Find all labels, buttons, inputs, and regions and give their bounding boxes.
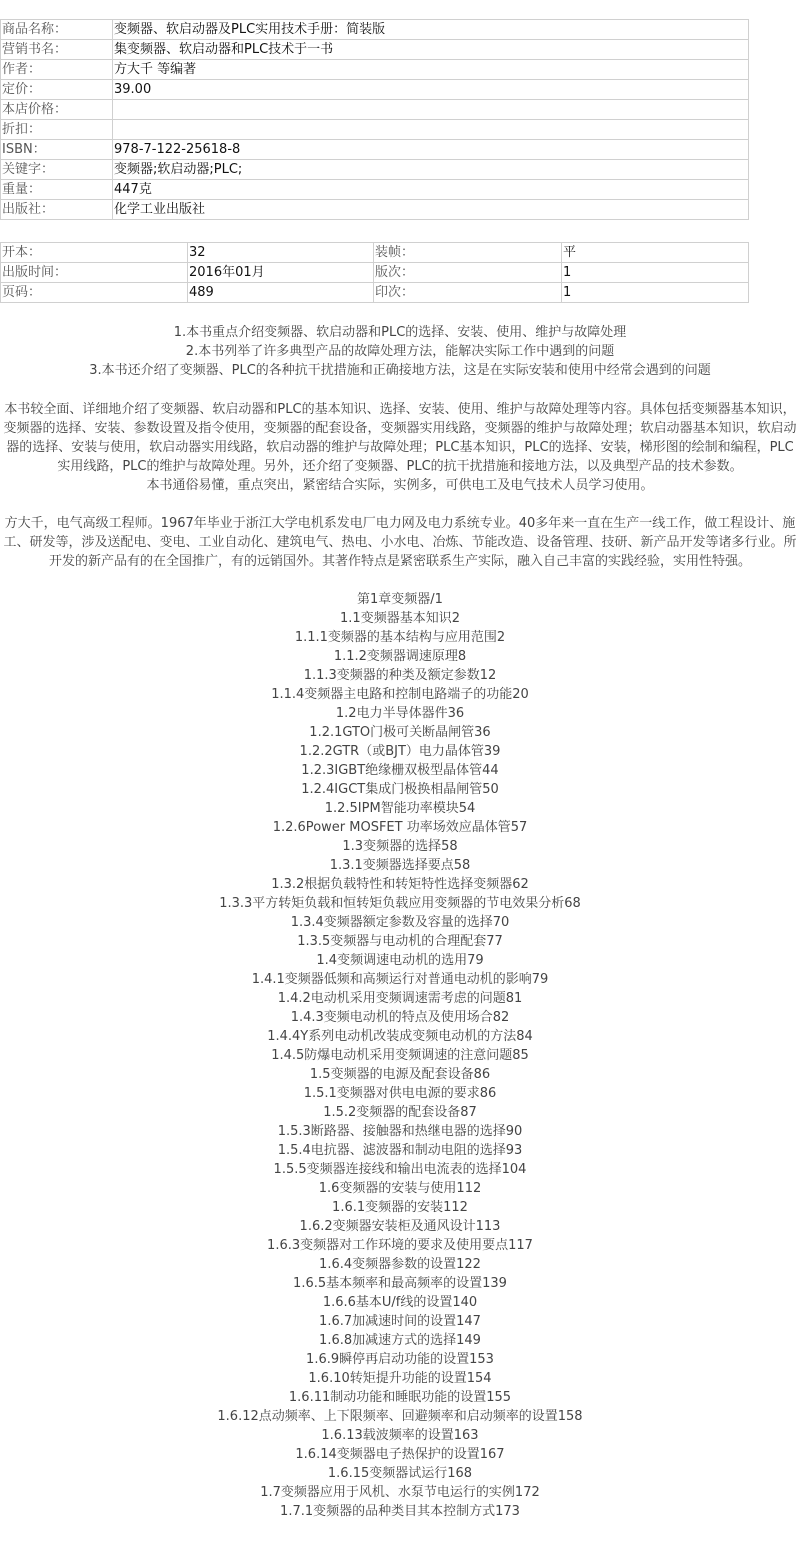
toc-entry: 1.3.4变频器额定参数及容量的选择70 — [290, 915, 510, 930]
pub-label: 出版时间： — [1, 263, 188, 283]
info-value: 方大千 等编著 — [113, 60, 749, 80]
author-bio-text: 方大千，电气高级工程师。1967年毕业于浙江大学电机系发电厂电力网及电力系统专业。40多年来一直在生产一线工作，做工程设计、施工、研发等，涉及送配电、变电、工业自动化、建筑电气、热电、小水电、冶炼、节能改造、设备管理、技研、新产品开发等诸多行业。所开发的新产品有的在全国推广，有的远销国外。其著作特点是紧密联系生产实际，融入自己丰富的实践经验，实用性特强。 — [3, 516, 797, 569]
info-label: 本店价格： — [1, 100, 113, 120]
info-row-weight — [1, 180, 749, 200]
toc-entry: 1.1.3变频器的种类及额定参数12 — [303, 668, 497, 683]
info-label: 作者： — [1, 60, 113, 80]
toc-entry: 1.7.1变频器的品种类目其本控制方式173 — [280, 1504, 520, 1519]
feature-item: 1.本书重点介绍变频器、软启动器和PLC的选择、安装、使用、维护与故障处理 — [173, 325, 627, 340]
toc-entry: 1.2电力半导体器件36 — [335, 706, 465, 721]
toc-entry: 1.1.4变频器主电路和控制电路端子的功能20 — [271, 687, 529, 702]
intro-paragraph: 本书较全面、详细地介绍了变频器、软启动器和PLC的基本知识、选择、安装、使用、维护与故障处理等内容。具体包括变频器基本知识，变频器的选择、安装、参数设置及指令使用，变频器的配套设备，变频器实用线路，变频器的维护与故障处理；软启动器基本知识，软启动器的选择、安装与使用，软启动器实用线路，软启动器的维护与故障处理；PLC基本知识，PLC的选择、安装，梯形图的绘制和编程，PLC实用线路，PLC的维护与故障处理。另外，还介绍了变频器、PLC的抗干扰措施和接地方法，以及典型产品的技术参数。 — [3, 402, 797, 474]
author-bio — [0, 514, 800, 571]
info-label: 关键字： — [1, 160, 113, 180]
info-value — [113, 100, 749, 120]
pub-value: 1 — [562, 263, 749, 283]
info-label: 营销书名： — [1, 40, 113, 60]
toc-entry: 1.5.1变频器对供电电源的要求86 — [303, 1086, 497, 1101]
book-info-table — [0, 19, 749, 220]
info-row-discount — [1, 120, 749, 140]
pub-value: 32 — [188, 243, 374, 263]
toc-entry: 1.6.13载波频率的设置163 — [321, 1428, 479, 1443]
toc-entry: 1.6.3变频器对工作环境的要求及使用要点117 — [267, 1238, 533, 1253]
feature-list — [0, 323, 800, 380]
toc-entry: 1.4.4Y系列电动机改装成变频电动机的方法84 — [267, 1029, 533, 1044]
toc-entry: 1.2.4IGCT集成门极换相晶闸管50 — [301, 782, 499, 797]
pub-row-date — [1, 263, 749, 283]
info-label: 折扣： — [1, 120, 113, 140]
toc-entry: 1.6.6基本U/f线的设置140 — [322, 1295, 478, 1310]
toc-entry: 1.6变频器的安装与使用112 — [318, 1181, 482, 1196]
info-row-store-price — [1, 100, 749, 120]
toc-entry: 1.3.3平方转矩负载和恒转矩负载应用变频器的节电效果分析68 — [219, 896, 581, 911]
toc-entry: 1.6.10转矩提升功能的设置154 — [308, 1371, 492, 1386]
toc-entry: 1.2.3IGBT绝缘栅双极型晶体管44 — [301, 763, 499, 778]
toc-entry: 1.6.5基本频率和最高频率的设置139 — [293, 1276, 507, 1291]
toc-entry: 1.3变频器的选择58 — [342, 839, 458, 854]
toc-entry: 1.6.11制动功能和睡眠功能的设置155 — [288, 1390, 512, 1405]
toc-entry: 1.4.3变频电动机的特点及使用场合82 — [290, 1010, 510, 1025]
toc-entry: 1.2.1GTO门极可关断晶闸管36 — [309, 725, 491, 740]
info-row-product-name — [1, 20, 749, 40]
toc-entry: 1.4.1变频器低频和高频运行对普通电动机的影响79 — [251, 972, 549, 987]
info-label: 定价： — [1, 80, 113, 100]
toc-entry: 1.5变频器的电源及配套设备86 — [309, 1067, 491, 1082]
toc-entry: 1.2.5IPM智能功率模块54 — [324, 801, 476, 816]
toc-entry: 1.6.9瞬停再启动功能的设置153 — [306, 1352, 494, 1367]
toc-entry: 1.4.2电动机采用变频调速需考虑的问题81 — [277, 991, 523, 1006]
info-value: 39.00 — [113, 80, 749, 100]
toc-entry: 1.5.4电抗器、滤波器和制动电阻的选择93 — [277, 1143, 523, 1158]
toc-entry: 1.4变频调速电动机的选用79 — [316, 953, 484, 968]
toc-entry: 1.1.1变频器的基本结构与应用范围2 — [294, 630, 506, 645]
toc-entry: 1.4.5防爆电动机采用变频调速的注意问题85 — [271, 1048, 529, 1063]
pub-label: 装帧： — [374, 243, 562, 263]
toc-entry: 1.6.1变频器的安装112 — [332, 1200, 468, 1215]
toc-entry: 1.2.2GTR（或BJT）电力晶体管39 — [299, 744, 501, 759]
info-value: 集变频器、软启动器和PLC技术于一书 — [113, 40, 749, 60]
pub-row-format — [1, 243, 749, 263]
toc-entry: 1.6.4变频器参数的设置122 — [319, 1257, 481, 1272]
intro-paragraph: 本书通俗易懂，重点突出，紧密结合实际，实例多，可供电工及电气技术人员学习使用。 — [146, 478, 654, 493]
info-value — [113, 120, 749, 140]
info-label: 商品名称： — [1, 20, 113, 40]
info-row-marketing-title — [1, 40, 749, 60]
toc-entry: 1.6.15变频器试运行168 — [327, 1466, 473, 1481]
pub-value: 489 — [188, 283, 374, 303]
pub-value: 1 — [562, 283, 749, 303]
info-label: 重量： — [1, 180, 113, 200]
toc-entry: 1.5.3断路器、接触器和热继电器的选择90 — [277, 1124, 523, 1139]
toc-entry: 1.2.6Power MOSFET 功率场效应晶体管57 — [272, 820, 528, 835]
pub-value: 平 — [562, 243, 749, 263]
toc-entry: 1.3.5变频器与电动机的合理配套77 — [297, 934, 503, 949]
info-value: 变频器、软启动器及PLC实用技术手册：简装版 — [113, 20, 749, 40]
toc-entry: 1.3.1变频器选择要点58 — [329, 858, 471, 873]
toc-entry: 1.5.5变频器连接线和输出电流表的选择104 — [273, 1162, 527, 1177]
pub-label: 版次： — [374, 263, 562, 283]
pub-label: 页码： — [1, 283, 188, 303]
info-label: 出版社： — [1, 200, 113, 220]
info-row-isbn — [1, 140, 749, 160]
info-value: 化学工业出版社 — [113, 200, 749, 220]
toc-entry: 1.7变频器应用于风机、水泵节电运行的实例172 — [260, 1485, 540, 1500]
toc-entry: 1.5.2变频器的配套设备87 — [323, 1105, 477, 1120]
pub-label: 开本： — [1, 243, 188, 263]
info-row-keywords — [1, 160, 749, 180]
pub-label: 印次： — [374, 283, 562, 303]
info-label: ISBN： — [1, 140, 113, 160]
toc-entry: 1.1.2变频器调速原理8 — [333, 649, 467, 664]
info-value: 978-7-122-25618-8 — [113, 140, 749, 160]
info-value: 变频器;软启动器;PLC; — [113, 160, 749, 180]
toc-entry: 1.1变频器基本知识2 — [340, 611, 460, 626]
pub-row-pages — [1, 283, 749, 303]
toc-entry: 1.6.12点动频率、上下限频率、回避频率和启动频率的设置158 — [217, 1409, 583, 1424]
info-row-author — [1, 60, 749, 80]
feature-item: 3.本书还介绍了变频器、PLC的各种抗干扰措施和正确接地方法，这是在实际安装和使用中经常会遇到的问题 — [89, 363, 711, 378]
toc-entry: 1.6.14变频器电子热保护的设置167 — [295, 1447, 505, 1462]
book-introduction — [0, 400, 800, 495]
toc-entry: 第1章变频器/1 — [357, 592, 443, 607]
toc-entry: 1.6.7加减速时间的设置147 — [319, 1314, 481, 1329]
info-row-list-price — [1, 80, 749, 100]
toc-entry: 1.6.8加减速方式的选择149 — [319, 1333, 481, 1348]
publication-details-table — [0, 242, 749, 303]
info-value: 447克 — [113, 180, 749, 200]
table-of-contents — [0, 590, 800, 1521]
toc-entry: 1.6.2变频器安装柜及通风设计113 — [299, 1219, 501, 1234]
toc-entry: 1.3.2根据负载特性和转矩特性选择变频器62 — [271, 877, 529, 892]
info-row-publisher — [1, 200, 749, 220]
pub-value: 2016年01月 — [188, 263, 374, 283]
feature-item: 2.本书列举了许多典型产品的故障处理方法，能解决实际工作中遇到的问题 — [185, 344, 615, 359]
